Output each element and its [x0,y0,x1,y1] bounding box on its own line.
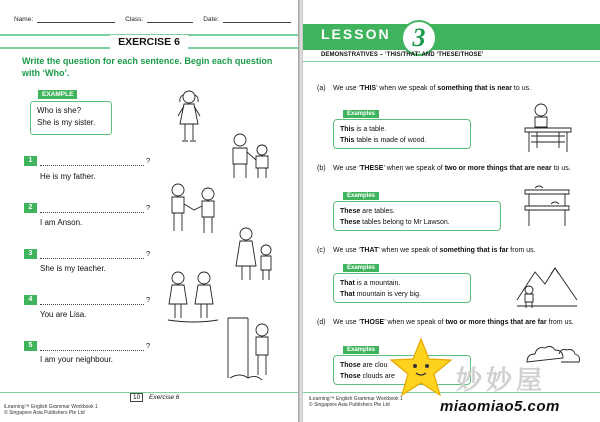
answer-line-2[interactable] [40,204,144,213]
keyword-this: THIS [360,85,377,92]
rule-b-post: to us. [551,165,571,172]
student-header [14,16,294,23]
keyword-that: THAT [360,247,379,254]
girl-figure-icon [172,88,206,144]
examples-box-a [333,119,471,149]
page-number: 10 [130,393,143,402]
keyword-these: THESE [360,165,384,172]
neighbour-door-icon [226,316,278,382]
tables-stack-icon [521,184,573,230]
given-answer-2: I am Anson. [40,218,83,227]
example-d-1: Those are clou [340,362,388,369]
book-title: iLearning™ English Grammar Workbook 1 [4,404,98,410]
examples-label-c: Examples [343,264,379,272]
question-number-1: 1 [24,156,37,166]
rule-a-mid: ’ when we speak of [376,85,438,92]
copyright: © Singapore Asia Publishers Pte Ltd [4,410,85,416]
lesson-word: LESSON [321,26,391,42]
example-c-1: That is a mountain. [340,280,401,287]
examples-label-d: Examples [343,346,379,354]
answer-line-1[interactable] [40,157,144,166]
boy-father-icon [222,132,278,182]
question-mark-3: ? [146,249,151,258]
boy-at-table-icon [519,100,577,154]
rule-a-pre: We use ‘ [333,85,361,92]
girls-pair-icon [164,268,220,324]
star-icon [388,336,454,398]
question-mark-2: ? [146,203,151,212]
question-mark-4: ? [146,295,151,304]
example-d-2: Those clouds are [340,371,464,382]
example-label: EXAMPLE [38,90,77,99]
given-answer-5: I am your neighbour. [40,355,113,364]
rule-c-bold: something that is far [439,247,509,254]
watermark-url: miaomiao5.com [440,398,560,415]
rule-a [317,84,589,93]
keyword-those: THOSE [360,319,385,326]
examples-label-b: Examples [343,192,379,200]
example-b-2: These tables belong to Mr Lawson. [340,219,450,226]
name-line [37,17,115,23]
rule-b-pre: We use ‘ [333,165,361,172]
rule-b-mid: ’ when we speak of [383,165,445,172]
question-number-5: 5 [24,341,37,351]
rule-d-post: from us. [546,319,574,326]
rule-b-bold: two or more things that are near [444,165,552,172]
rule-c-post: from us. [508,247,536,254]
question-number-4: 4 [24,295,37,305]
example-a-1: This is a table. [340,126,387,133]
boys-handshake-icon [164,182,224,238]
rule-a-post: to us. [511,85,532,92]
question-mark-1: ? [146,156,151,165]
example-a-2: This table is made of wood. [340,137,427,144]
page-number-footer [130,394,179,401]
lesson-number: 3 [401,20,437,56]
date-line [223,17,291,23]
example-answer: She is my sister. [37,118,96,127]
section-letter-b: (b) [317,165,326,172]
teacher-girl-icon [232,226,276,286]
rule-c-pre: We use ‘ [333,247,361,254]
instruction-text: Write the question for each sentence. Begin each question with ‘Who’. [22,56,273,78]
example-box [30,101,112,135]
rule-d-mid: ’ when we speak of [384,319,446,326]
right-book-title: iLearning™ English Grammar Workbook 1 [309,396,403,402]
question-mark-5: ? [146,341,151,350]
date-label: Date: [203,16,219,23]
watermark-text: 妙妙屋 [456,365,547,395]
answer-line-4[interactable] [40,296,144,305]
class-label: Class: [125,16,144,23]
right-copyright: © Singapore Asia Publishers Pte Ltd [309,402,390,408]
rule-b [317,164,589,173]
rule-d-bold: two or more things that are far [445,319,547,326]
example-question: Who is she? [37,106,82,115]
section-letter-d: (d) [317,319,326,326]
given-answer-1: He is my father. [40,172,96,181]
rule-d [317,318,589,327]
exercise-title: EXERCISE 6 [110,35,188,50]
question-number-2: 2 [24,203,37,213]
lesson-topic: DEMONSTRATIVES – ‘THIS/THAT’ AND ‘THESE/THOSE’ [321,52,484,58]
section-letter-a: (a) [317,85,326,92]
examples-box-b [333,201,501,231]
example-c-2: That mountain is very big. [340,291,421,298]
rule-d-pre: We use ‘ [333,319,361,326]
section-letter-c: (c) [317,247,326,254]
mountain-boy-icon [515,260,581,310]
answer-line-5[interactable] [40,342,144,351]
example-b-1: These are tables. [340,208,395,215]
name-label: Name: [14,16,34,23]
left-page [0,0,298,422]
class-line [147,17,193,23]
answer-line-3[interactable] [40,250,144,259]
left-footer-credit [4,404,98,416]
page-label: Exercise 6 [149,394,180,401]
examples-box-c [333,273,471,303]
rule-c [317,246,589,255]
rule-c-mid: ’ when we speak of [378,247,440,254]
rule-a-bold: something that is near [437,85,512,92]
given-answer-4: You are Lisa. [40,310,87,319]
question-number-3: 3 [24,249,37,259]
given-answer-3: She is my teacher. [40,264,106,273]
examples-label-a: Examples [343,110,379,118]
exercise-banner [0,34,298,49]
